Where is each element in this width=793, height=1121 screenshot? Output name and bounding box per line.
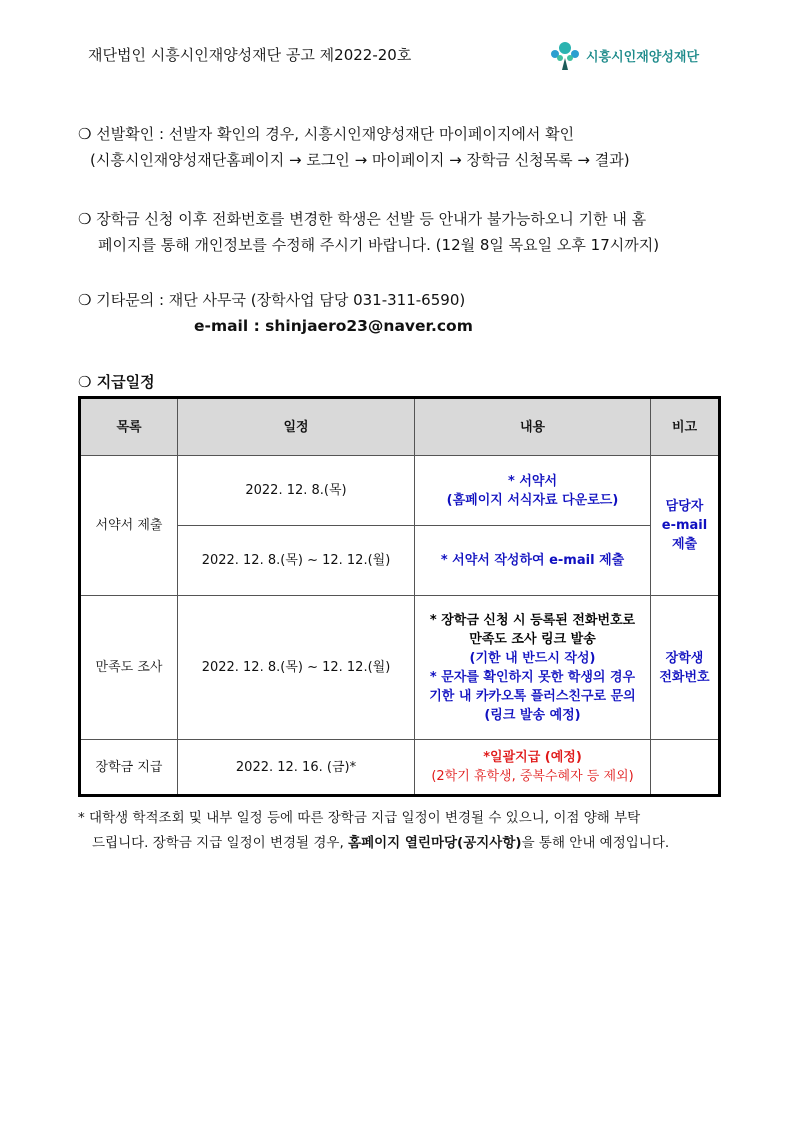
table-row: 장학금 지급 2022. 12. 16. (금)* *일괄지급 (예정) (2학기 휴학생, 중복수혜자 등 제외): [80, 740, 720, 796]
homepage-notice-link: 홈페이지 열린마당(공지사항): [348, 835, 522, 851]
notice-selection: ❍ 선발확인 : 선발자 확인의 경우, 시흥시인재양성재단 마이페이지에서 확인 (시흥시인재양성재단홈페이지 → 로그인 → 마이페이지 → 장학금 신청목록 → 결과): [78, 125, 630, 169]
contact-email[interactable]: e-mail : shinjaero23@naver.com: [194, 317, 473, 335]
logo-text: 시흥시인재양성재단: [586, 49, 700, 65]
payment-schedule-table: [78, 396, 721, 797]
footnote: * 대학생 학적조회 및 내부 일정 등에 따른 장학금 지급 일정이 변경될 수 있으니, 이점 양해 부탁 드립니다. 장학금 지급 일정이 변경될 경우, 홈페이지 열린마당(공지사항)을 통해 안내 예정입니다.: [78, 810, 670, 851]
table-row: 서약서 제출 2022. 12. 8.(목) * 서약서 (홈페이지 서식자료 다운로드) 담당자 e-mail 제출: [80, 456, 720, 526]
table-row: 만족도 조사 2022. 12. 8.(목) ~ 12. 12.(월) * 장학금 신청 시 등록된 전화번호로 만족도 조사 링크 발송 (기한 내 반드시 작성) * 문자를 확인하지 못한 학생의 경우 기한 내 카카오톡 플러스친구로 문의 (링크 발송 예정) 장학생 전화번호: [80, 596, 720, 740]
foundation-logo: [548, 40, 699, 70]
notice-phone-change: ❍ 장학금 신청 이후 전화번호를 변경한 학생은 선발 등 안내가 불가능하오니 기한 내 홈 페이지를 통해 개인정보를 수정해 주시기 바랍니다. (12월 8일 목요일 오후 17시까지): [78, 210, 660, 254]
table-header-row: 목록 일정 내용 비고: [80, 398, 720, 456]
notice-contact: ❍ 기타문의 : 재단 사무국 (장학사업 담당 031-311-6590) e-mail : shinjaero23@naver.com: [78, 287, 473, 339]
section-title: ❍ 지급일정: [78, 373, 155, 391]
table-row: 2022. 12. 8.(목) ~ 12. 12.(월) * 서약서 작성하여 e-mail 제출: [80, 526, 720, 596]
tree-logo-icon: [548, 40, 582, 70]
announcement-number: 재단법인 시흥시인재양성재단 공고 제2022-20호: [88, 46, 412, 64]
